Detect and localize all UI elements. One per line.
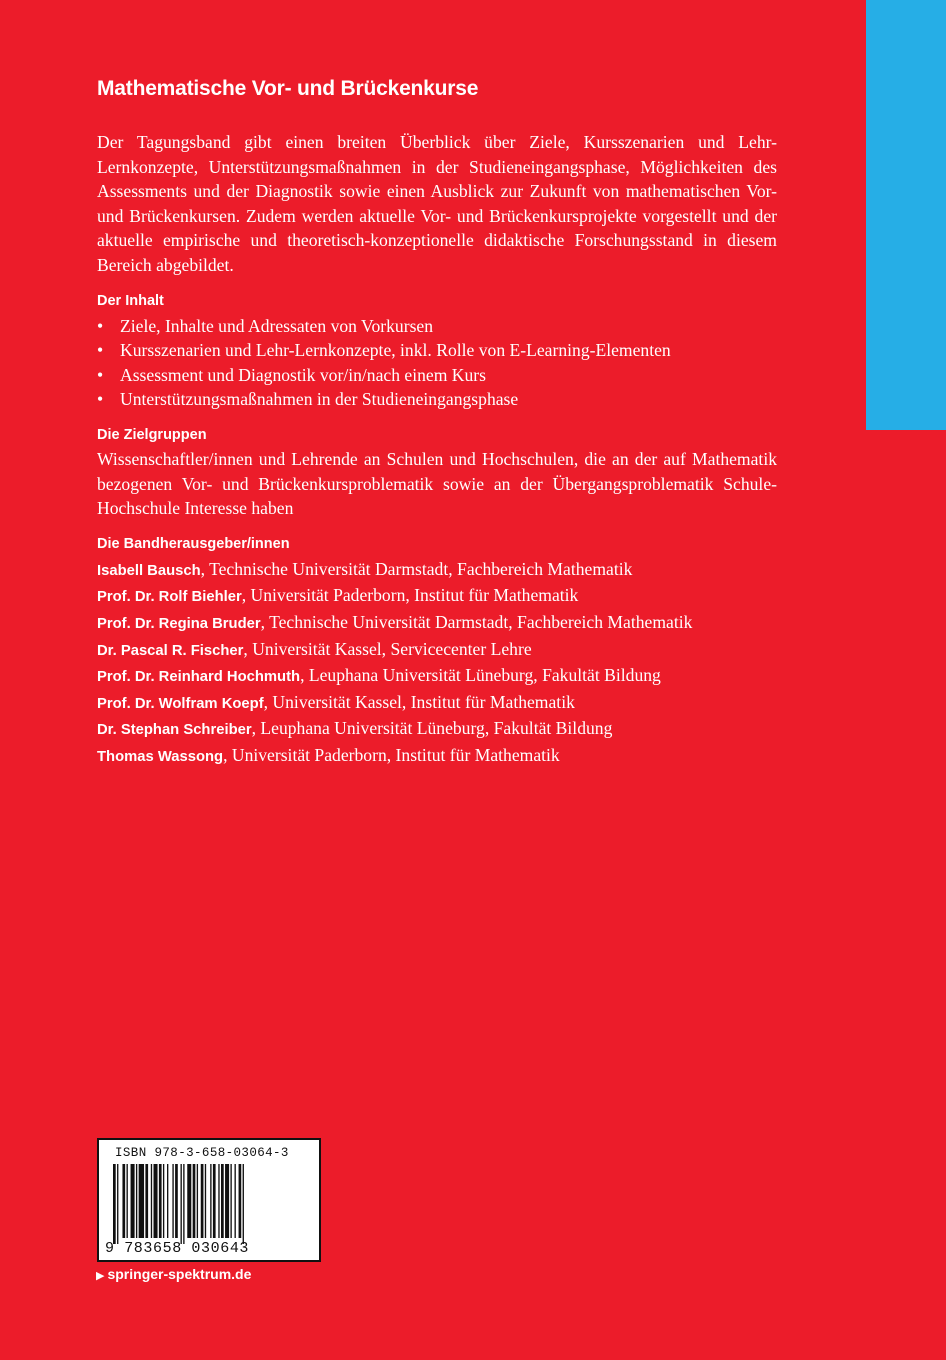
bullet: • (97, 315, 104, 336)
barcode-bar (239, 1164, 242, 1238)
editor-name: Dr. Stephan Schreiber (97, 722, 252, 739)
barcode-bar (127, 1164, 128, 1238)
book-title: Mathematische Vor- und Brückenkurse (97, 77, 479, 100)
barcode-bar (131, 1164, 135, 1238)
editor-name: Isabell Bausch (97, 562, 201, 579)
editor-name: Dr. Pascal R. Fischer (97, 642, 244, 659)
barcode-bar (225, 1164, 229, 1238)
isbn-barcode (97, 1138, 321, 1262)
editor-name: Prof. Dr. Wolfram Koepf (97, 695, 264, 712)
audience-text: Wissenschaftler/innen und Lehrende an Schulen und Hochschulen, die an der auf Mathematik bezogenen Vor- und Brückenkursproblematik sowie an der Übergangsproblematik Schule-Hochschule Interesse haben (97, 448, 777, 519)
publisher-link[interactable] (96, 1266, 251, 1282)
editor-name: Prof. Dr. Regina Bruder (97, 615, 261, 632)
barcode-bar (167, 1164, 168, 1238)
barcode-digits: 9 783658 030643 (105, 1240, 250, 1257)
editor-entry (97, 690, 777, 717)
contents-section (97, 290, 777, 412)
editor-affiliation: , Universität Paderborn, Institut für Mathematik (241, 585, 579, 606)
barcode-bar (181, 1164, 182, 1244)
editor-affiliation: , Technische Universität Darmstadt, Fachbereich Mathematik (260, 611, 693, 632)
editors-section (97, 533, 777, 770)
bullet: • (97, 389, 104, 410)
editor-name: Prof. Dr. Reinhard Hochmuth (97, 669, 301, 686)
barcode-bar (201, 1164, 204, 1238)
editor-affiliation: , Universität Kassel, Institut für Mathematik (263, 691, 575, 712)
barcode-bar (122, 1164, 125, 1238)
editor-entry (97, 583, 777, 610)
barcode-bar (163, 1164, 164, 1238)
intro-paragraph: Der Tagungsband gibt einen breiten Überblick über Ziele, Kursszenarien und Lehr-Lernkonzepte, Unterstützungsmaßnahmen in der Studieneingangsphase, Möglichkeiten des Assessments und der Diagnostik sowie einen Ausblick zur Zukunft von mathematischen Vor- und Brückenkursen. Zudem werden aktuelle Vor- und Brückenkursprojekte vorgestellt und der aktuelle empirische und theoretisch-konzeptionelle didaktische Forschungsstand in diesem Bereich abgebildet. (97, 132, 777, 275)
barcode-bar (113, 1164, 116, 1244)
bullet: • (97, 364, 104, 385)
editors-heading: Die Bandherausgeber/innen (97, 535, 290, 552)
list-item: • Unterstützungsmaßnahmen in der Studieneingangsphase (97, 387, 777, 412)
barcode-bar (154, 1164, 158, 1238)
barcode-bars (113, 1164, 309, 1244)
publisher-url: springer-spektrum.de (107, 1266, 252, 1282)
arrow-right-icon: ▶ (96, 1270, 105, 1282)
contents-heading: Der Inhalt (97, 292, 164, 309)
audience-heading: Die Zielgruppen (97, 426, 207, 443)
barcode-bar (205, 1164, 206, 1238)
barcode-bar (243, 1164, 244, 1244)
cover-text (97, 74, 777, 769)
list-item: • Ziele, Inhalte und Adressaten von Vorkursen (97, 314, 777, 339)
side-color-tab (866, 0, 946, 430)
barcode-bar (221, 1164, 224, 1238)
barcode-bar (193, 1164, 196, 1238)
barcode-bar (183, 1164, 184, 1244)
barcode-bar (139, 1164, 144, 1238)
editor-affiliation: , Universität Kassel, Servicecenter Lehre (243, 638, 532, 659)
bullet: • (97, 340, 104, 361)
editor-entry (97, 716, 777, 743)
editor-affiliation: , Leuphana Universität Lüneburg, Fakultät Bildung (300, 665, 661, 686)
barcode-bar (159, 1164, 162, 1238)
editor-affiliation: , Technische Universität Darmstadt, Fachbereich Mathematik (200, 558, 633, 579)
editors-list (97, 557, 777, 770)
editor-entry (97, 637, 777, 664)
barcode-bar (197, 1164, 198, 1238)
list-item: • Kursszenarien und Lehr-Lernkonzepte, inkl. Rolle von E-Learning-Elementen (97, 338, 777, 363)
contents-list (97, 314, 777, 412)
barcode-bar (210, 1164, 211, 1238)
editor-entry (97, 557, 777, 584)
editor-entry (97, 663, 777, 690)
barcode-bar (218, 1164, 219, 1238)
editor-affiliation: , Universität Paderborn, Institut für Mathematik (223, 744, 560, 765)
barcode-bar (235, 1164, 236, 1238)
editor-name: Prof. Dr. Rolf Biehler (97, 589, 242, 606)
barcode-bar (117, 1164, 118, 1244)
editor-affiliation: , Leuphana Universität Lüneburg, Fakultät Bildung (251, 718, 613, 739)
isbn-label: ISBN 978-3-658-03064-3 (115, 1146, 289, 1160)
barcode-bar (213, 1164, 216, 1238)
barcode-bar (175, 1164, 178, 1238)
editor-entry (97, 610, 777, 637)
list-item: • Assessment und Diagnostik vor/in/nach einem Kurs (97, 363, 777, 388)
barcode-bar (151, 1164, 152, 1238)
barcode-bar (136, 1164, 137, 1238)
barcode-bar (187, 1164, 191, 1238)
barcode-bar (145, 1164, 148, 1238)
audience-section (97, 424, 777, 521)
editor-name: Thomas Wassong (97, 748, 224, 765)
editor-entry (97, 743, 777, 770)
barcode-bar (172, 1164, 173, 1238)
barcode-bar (230, 1164, 231, 1238)
